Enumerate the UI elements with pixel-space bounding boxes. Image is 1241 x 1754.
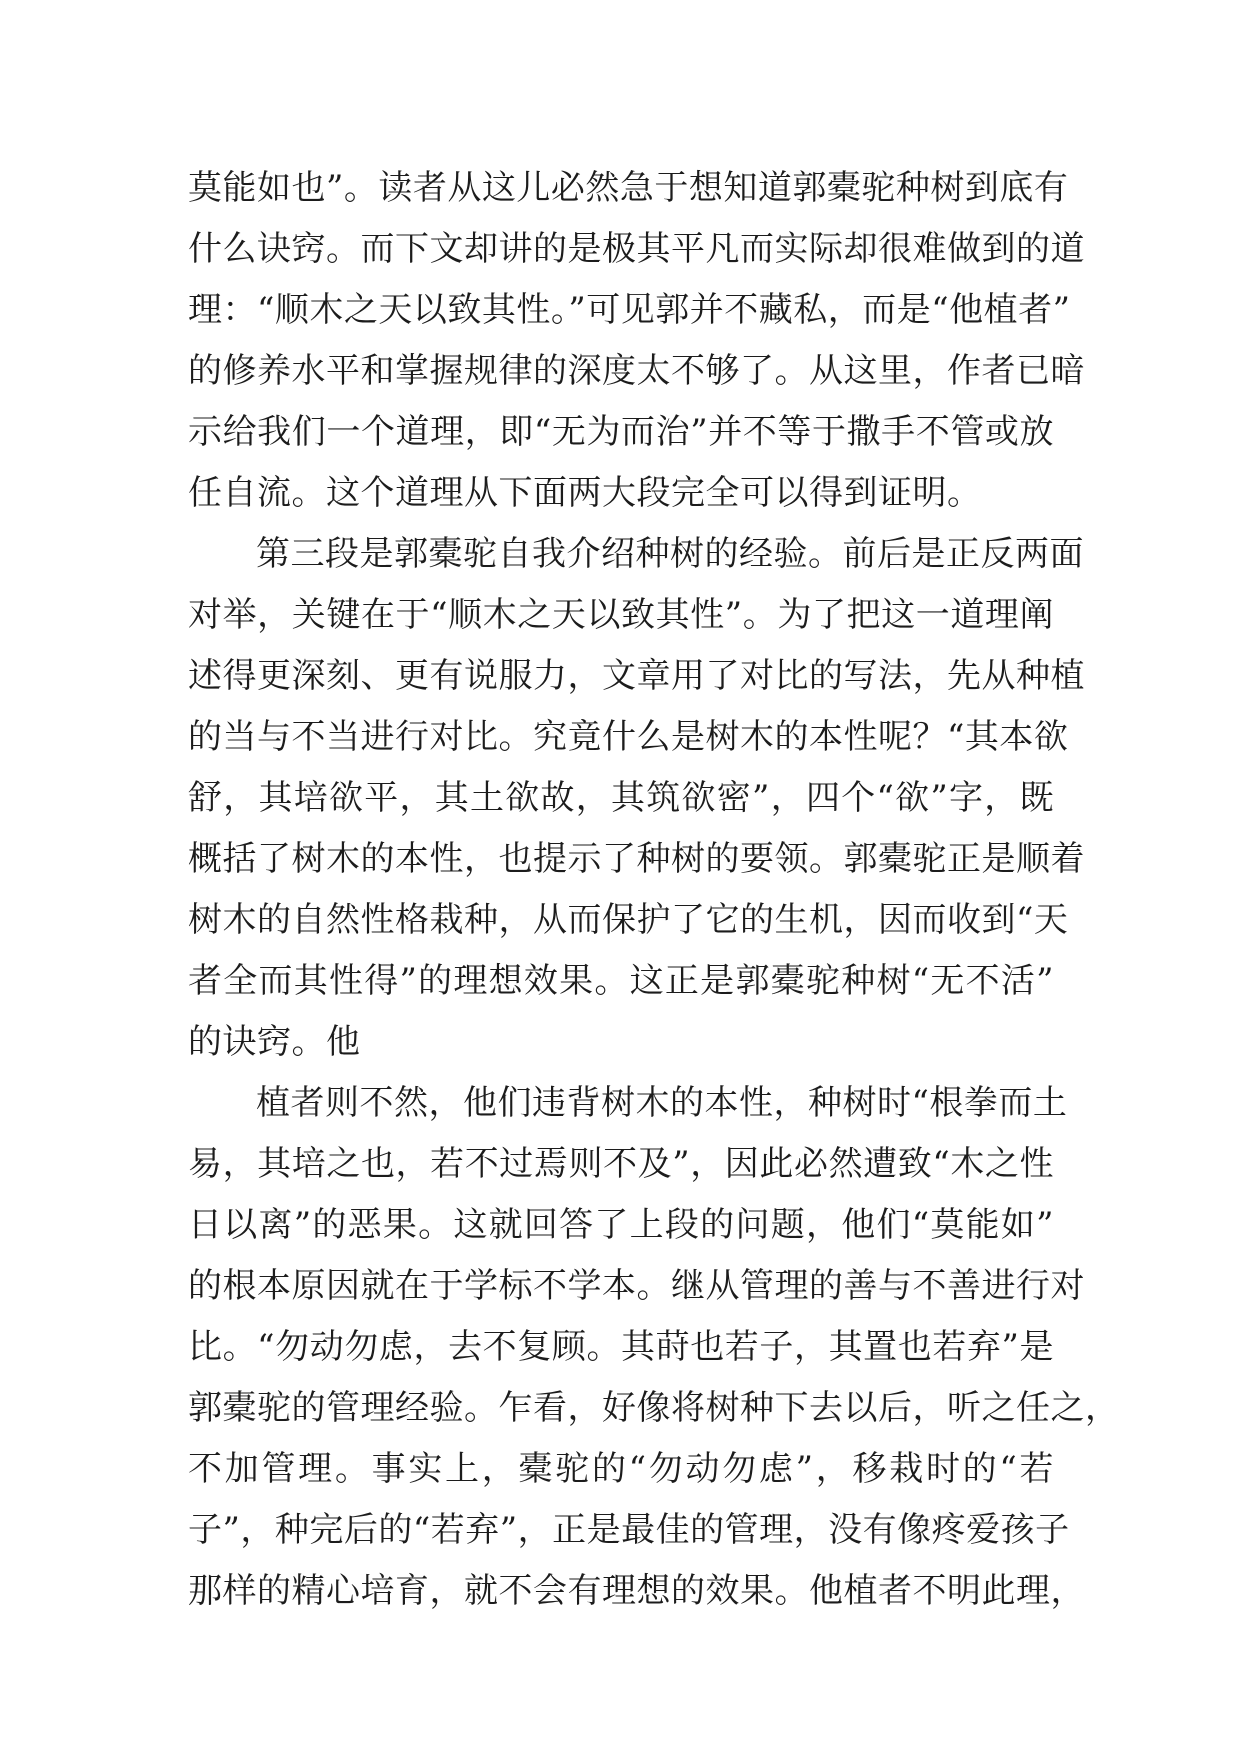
text-line: 的当与不当进行对比。究竟什么是树木的本性呢？“其本欲 (188, 717, 1069, 757)
text-line: 不加管理。事实上，橐驼的“勿动勿虑”，移栽时的“若 (188, 1449, 1054, 1489)
text-line: 那样的精心培育，就不会有理想的效果。他植者不明此理， (188, 1571, 1085, 1611)
text-line: 比。“勿动勿虑，去不复顾。其莳也若子，其置也若弃”是 (188, 1327, 1054, 1367)
text-line: 树木的自然性格栽种，从而保护了它的生机，因而收到“天 (188, 900, 1069, 940)
text-line: 易，其培之也，若不过焉则不及”，因此必然遭致“木之性 (188, 1144, 1054, 1184)
document-body (188, 158, 1120, 1622)
text-line: 植者则不然，他们违背树木的本性，种树时“根拳而土 (256, 1083, 1068, 1123)
text-line: 对举，关键在于“顺木之天以致其性”。为了把这一道理阐 (188, 595, 1054, 635)
text-line: 者全而其性得”的理想效果。这正是郭橐驼种树“无不活” (188, 961, 1054, 1001)
text-line: 郭橐驼的管理经验。乍看，好像将树种下去以后，听之任之， (188, 1388, 1120, 1428)
text-line: 的根本原因就在于学标不学本。继从管理的善与不善进行对 (188, 1266, 1085, 1306)
text-line: 什么诀窍。而下文却讲的是极其平凡而实际却很难做到的道 (188, 229, 1085, 269)
text-line: 日以离”的恶果。这就回答了上段的问题，他们“莫能如” (188, 1205, 1054, 1245)
text-line: 的诀窍。他 (188, 1022, 361, 1062)
text-line: 的修养水平和掌握规律的深度太不够了。从这里，作者已暗 (188, 351, 1085, 391)
text-line: 理：“顺木之天以致其性。”可见郭并不藏私，而是“他植者” (188, 290, 1071, 330)
text-line: 概括了树木的本性，也提示了种树的要领。郭橐驼正是顺着 (188, 839, 1085, 879)
text-line: 子”，种完后的“若弃”，正是最佳的管理，没有像疼爱孩子 (188, 1510, 1070, 1550)
text-line: 莫能如也”。读者从这儿必然急于想知道郭橐驼种树到底有 (188, 168, 1069, 208)
text-line: 舒，其培欲平，其土欲故，其筑欲密”，四个“欲”字，既 (188, 778, 1054, 818)
text-line: 述得更深刻、更有说服力，文章用了对比的写法，先从种植 (188, 656, 1085, 696)
paragraph-1 (188, 158, 1085, 524)
paragraph-3 (188, 1073, 1120, 1622)
text-line: 示给我们一个道理，即“无为而治”并不等于撒手不管或放 (188, 412, 1054, 452)
text-line: 第三段是郭橐驼自我介绍种树的经验。前后是正反两面 (256, 534, 1084, 574)
text-line: 任自流。这个道理从下面两大段完全可以得到证明。 (188, 473, 982, 513)
paragraph-2 (188, 524, 1085, 1073)
